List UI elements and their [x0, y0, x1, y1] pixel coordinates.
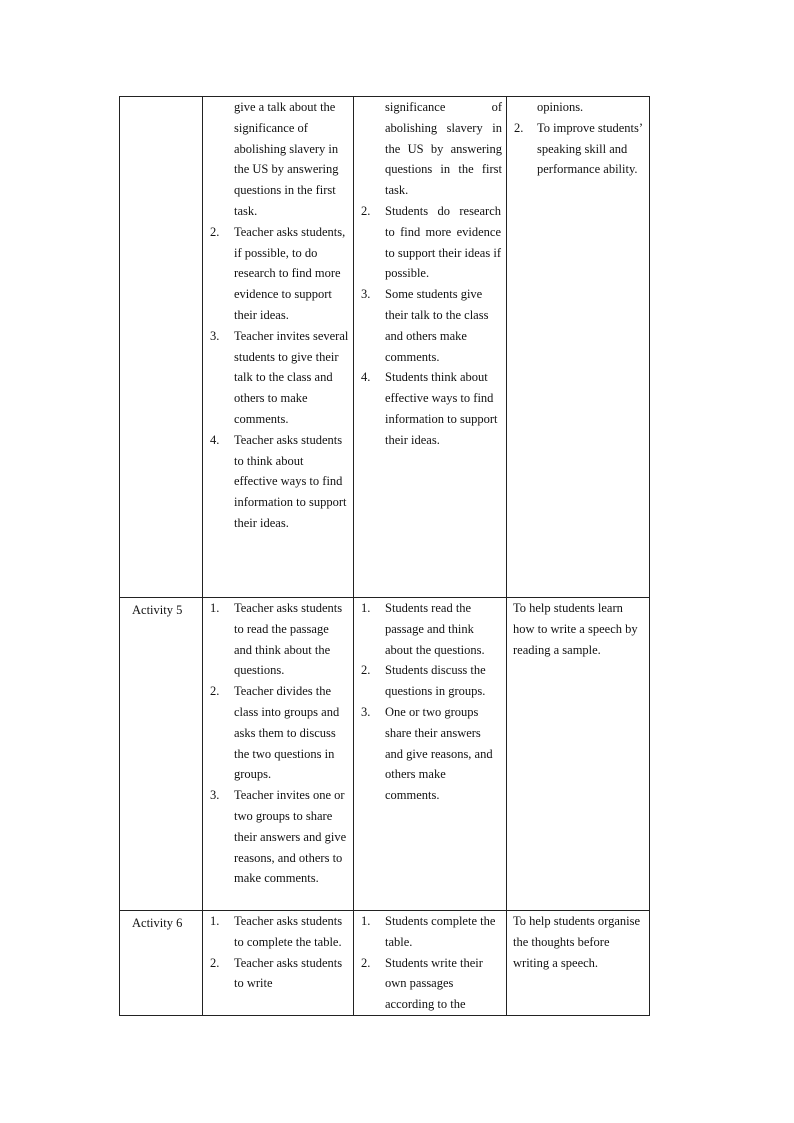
teacher-activity-list [203, 911, 353, 994]
list-item: 2. To improve students’ speaking skill and performance ability. [514, 120, 643, 177]
teacher-activity-list [203, 222, 353, 534]
purpose-text: To help students learn how to write a speech by reading a sample. [513, 601, 638, 657]
activity-label: Activity 5 [132, 603, 183, 617]
list-item: 1. Teacher asks students to complete the table. [210, 914, 343, 949]
purpose-text: To help students organise the thoughts before writing a speech. [513, 914, 641, 970]
purpose-continued-text: opinions. [537, 100, 584, 114]
list-item: 2. Teacher asks students to write [210, 955, 343, 991]
list-item: 3. Teacher invites one or two groups to share their answers and give reasons, and others to make comments. [210, 788, 347, 886]
student-activity-list [354, 911, 506, 1015]
table-row [120, 911, 650, 1016]
table-row [120, 598, 650, 911]
list-item: 2. Teacher divides the class into groups and asks them to discuss the two questions in groups. [210, 684, 340, 782]
teacher-activity-cell [203, 598, 354, 911]
purpose-cell [507, 97, 650, 598]
student-activity-list [354, 201, 506, 451]
list-item: 2. Students write their own passages according to the [361, 955, 483, 1012]
list-item: 1. Students read the passage and think about the questions. [361, 601, 485, 657]
list-item: 4. Teacher asks students to think about effective ways to find information to support their ideas. [210, 432, 347, 530]
list-item: 2. Teacher asks students, if possible, to do research to find more evidence to support their ideas. [210, 224, 346, 322]
teacher-activity-cell [203, 97, 354, 598]
purpose-cell [507, 911, 650, 1016]
list-item: 3. One or two groups share their answers and give reasons, and others make comments. [361, 704, 493, 803]
activity-label [120, 97, 202, 105]
list-item: 3. Teacher invites several students to give their talk to the class and others to make comments. [210, 328, 349, 426]
student-activity-cell [354, 911, 507, 1016]
purpose-list [507, 118, 649, 180]
teacher-activity-list [203, 598, 353, 889]
teacher-continued-text: give a talk about the significance of abolishing slavery in the US by answering questions in the first task. [234, 100, 339, 218]
student-continued-text: significance of abolishing slavery in the US by answering questions in the first task. [385, 100, 502, 198]
teacher-activity-cell [203, 911, 354, 1016]
list-item: 3. Some students give their talk to the class and others make comments. [361, 287, 489, 364]
activity-cell [120, 911, 203, 1016]
student-activity-list [354, 598, 506, 806]
list-item: 1. Teacher asks students to read the passage and think about the questions. [210, 601, 343, 678]
purpose-cell [507, 598, 650, 911]
lesson-plan-table [119, 96, 650, 1016]
activity-cell [120, 598, 203, 911]
activity-cell [120, 97, 203, 598]
list-item: 2. Students discuss the questions in groups. [361, 663, 486, 699]
table-row [120, 97, 650, 598]
list-item: 1. Students complete the table. [361, 914, 496, 949]
student-activity-cell [354, 97, 507, 598]
activity-label: Activity 6 [132, 916, 183, 930]
list-item: 2. Students do research to find more evidence to support their ideas if possible. [361, 203, 501, 281]
student-activity-cell [354, 598, 507, 911]
list-item: 4. Students think about effective ways to find information to support their ideas. [361, 370, 498, 447]
